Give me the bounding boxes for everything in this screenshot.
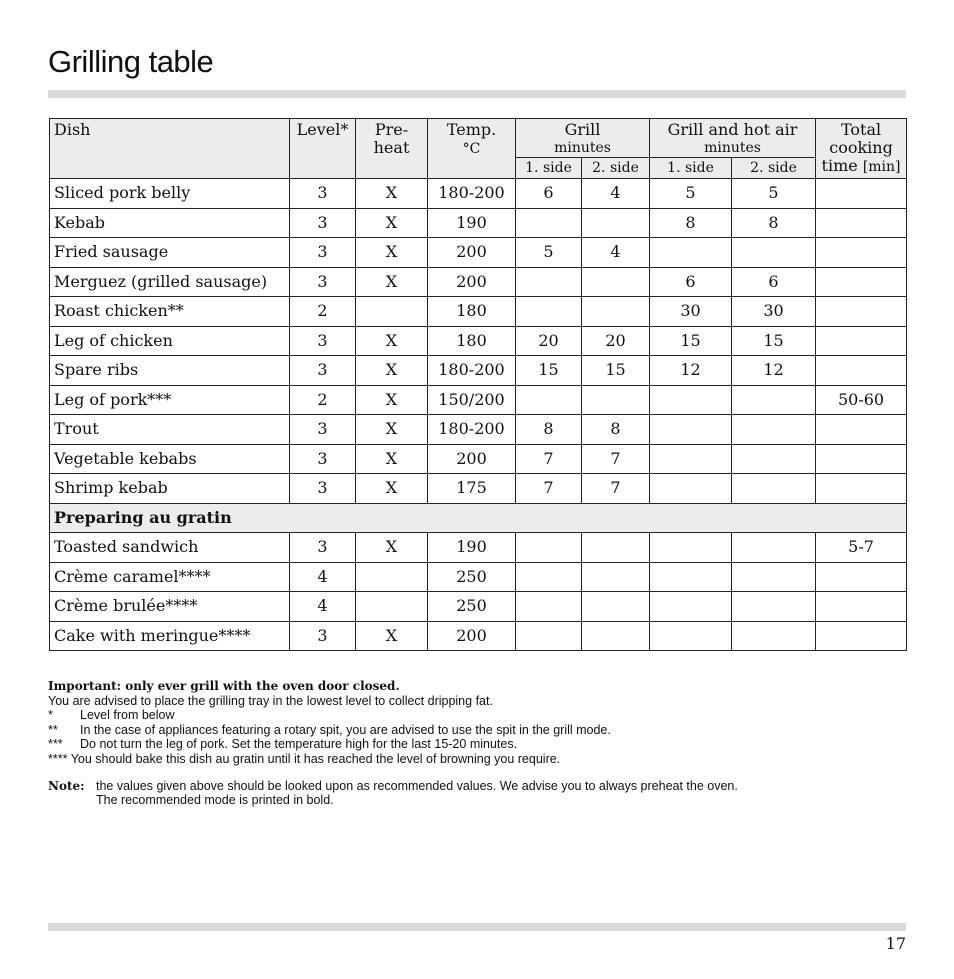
- dish-cell: Cake with meringue****: [50, 621, 290, 651]
- footnote: [48, 752, 908, 767]
- total-time-cell: [816, 592, 907, 622]
- grill-side1-cell: [516, 208, 582, 238]
- temp-cell: 200: [428, 267, 516, 297]
- total-time-cell: [816, 621, 907, 651]
- grill-side1-cell: [516, 592, 582, 622]
- footnote: [48, 723, 908, 738]
- grill-side2-cell: 8: [582, 415, 650, 445]
- temp-cell: 150/200: [428, 385, 516, 415]
- table-row: [50, 415, 907, 445]
- top-divider: [48, 90, 906, 98]
- header-grill-side1: 1. side: [516, 158, 582, 179]
- dish-cell: Toasted sandwich: [50, 533, 290, 563]
- dish-cell: Crème brulée****: [50, 592, 290, 622]
- grill-side2-cell: [582, 562, 650, 592]
- level-cell: 3: [290, 208, 356, 238]
- header-level: Level*: [290, 119, 356, 179]
- level-cell: 3: [290, 356, 356, 386]
- dish-cell: Shrimp kebab: [50, 474, 290, 504]
- grill-side2-cell: [582, 267, 650, 297]
- grill-side1-cell: 7: [516, 474, 582, 504]
- temp-cell: 180: [428, 326, 516, 356]
- hotair-side1-cell: [650, 415, 732, 445]
- grill-side1-cell: [516, 267, 582, 297]
- total-time-cell: [816, 562, 907, 592]
- grill-side1-cell: [516, 385, 582, 415]
- preheat-cell: X: [356, 415, 428, 445]
- preheat-cell: [356, 562, 428, 592]
- preheat-cell: X: [356, 238, 428, 268]
- grill-side1-cell: 7: [516, 444, 582, 474]
- recommendation-note: [48, 779, 908, 808]
- grilling-table: [49, 118, 907, 651]
- total-time-cell: 5-7: [816, 533, 907, 563]
- note-text: the values given above should be looked upon as recommended values. We advise you to always preheat the oven.: [96, 778, 738, 793]
- header-hotair-side2: 2. side: [732, 158, 816, 179]
- hotair-side1-cell: [650, 474, 732, 504]
- hotair-side2-cell: 12: [732, 356, 816, 386]
- total-time-cell: [816, 326, 907, 356]
- temp-cell: 200: [428, 444, 516, 474]
- preheat-cell: X: [356, 533, 428, 563]
- temp-cell: 200: [428, 621, 516, 651]
- notes-section: [48, 679, 908, 808]
- grill-side2-cell: 15: [582, 356, 650, 386]
- hotair-side1-cell: 30: [650, 297, 732, 327]
- dish-cell: Kebab: [50, 208, 290, 238]
- grill-side2-cell: [582, 385, 650, 415]
- temp-cell: 180-200: [428, 356, 516, 386]
- table-row: [50, 562, 907, 592]
- table-row: [50, 326, 907, 356]
- header-grill-hot-air-unit: minutes: [704, 140, 761, 156]
- hotair-side2-cell: [732, 533, 816, 563]
- important-note: Important: only ever grill with the oven door closed.: [48, 679, 400, 693]
- dish-cell: Sliced pork belly: [50, 179, 290, 209]
- level-cell: 3: [290, 474, 356, 504]
- preheat-cell: X: [356, 208, 428, 238]
- preheat-cell: X: [356, 385, 428, 415]
- header-temp-unit: °C: [462, 141, 481, 157]
- grill-side2-cell: 4: [582, 179, 650, 209]
- grill-side2-cell: 20: [582, 326, 650, 356]
- grill-side1-cell: 6: [516, 179, 582, 209]
- grill-side1-cell: [516, 533, 582, 563]
- total-time-cell: [816, 267, 907, 297]
- hotair-side1-cell: 15: [650, 326, 732, 356]
- level-cell: 3: [290, 267, 356, 297]
- temp-cell: 175: [428, 474, 516, 504]
- page-number: 17: [885, 934, 906, 953]
- hotair-side2-cell: [732, 238, 816, 268]
- level-cell: 4: [290, 592, 356, 622]
- temp-cell: 200: [428, 238, 516, 268]
- preheat-cell: [356, 297, 428, 327]
- level-cell: 2: [290, 385, 356, 415]
- dish-cell: Trout: [50, 415, 290, 445]
- preheat-cell: X: [356, 474, 428, 504]
- footnote: [48, 708, 908, 723]
- total-time-cell: [816, 356, 907, 386]
- hotair-side2-cell: [732, 474, 816, 504]
- level-cell: 2: [290, 297, 356, 327]
- table-row: [50, 621, 907, 651]
- table-row: [50, 297, 907, 327]
- header-grill-label: Grill: [564, 120, 601, 139]
- grill-side2-cell: [582, 297, 650, 327]
- total-time-cell: [816, 474, 907, 504]
- footnote-mark: ***: [48, 737, 63, 752]
- footnote-mark: ****: [48, 751, 68, 766]
- temp-cell: 190: [428, 533, 516, 563]
- hotair-side2-cell: [732, 562, 816, 592]
- preheat-cell: X: [356, 267, 428, 297]
- temp-cell: 180-200: [428, 415, 516, 445]
- table-body: [50, 179, 907, 651]
- hotair-side1-cell: [650, 444, 732, 474]
- dish-cell: Fried sausage: [50, 238, 290, 268]
- grill-side1-cell: [516, 621, 582, 651]
- level-cell: 3: [290, 415, 356, 445]
- table-row: [50, 474, 907, 504]
- dish-cell: Merguez (grilled sausage): [50, 267, 290, 297]
- footnote: [48, 737, 908, 752]
- table-row: [50, 592, 907, 622]
- grill-side1-cell: [516, 562, 582, 592]
- total-time-cell: [816, 297, 907, 327]
- section-title: Preparing au gratin: [50, 503, 907, 533]
- hotair-side1-cell: [650, 238, 732, 268]
- hotair-side2-cell: 8: [732, 208, 816, 238]
- preheat-cell: X: [356, 326, 428, 356]
- temp-cell: 250: [428, 592, 516, 622]
- total-time-cell: [816, 208, 907, 238]
- level-cell: 3: [290, 238, 356, 268]
- header-preheat: Pre-heat: [356, 119, 428, 179]
- header-total-line1: Total: [840, 120, 882, 139]
- hotair-side1-cell: 6: [650, 267, 732, 297]
- hotair-side1-cell: 8: [650, 208, 732, 238]
- total-time-cell: [816, 444, 907, 474]
- grill-side1-cell: 8: [516, 415, 582, 445]
- dish-cell: Crème caramel****: [50, 562, 290, 592]
- grill-side1-cell: 15: [516, 356, 582, 386]
- grill-side2-cell: 7: [582, 444, 650, 474]
- hotair-side2-cell: [732, 415, 816, 445]
- grill-side2-cell: [582, 533, 650, 563]
- footnote-text: Level from below: [80, 708, 175, 723]
- header-total-time: [816, 119, 907, 179]
- dish-cell: Leg of chicken: [50, 326, 290, 356]
- grill-side2-cell: [582, 208, 650, 238]
- table-row: [50, 356, 907, 386]
- total-time-cell: [816, 415, 907, 445]
- header-grill-hot-air: [650, 119, 816, 158]
- table-header-row: [50, 119, 907, 158]
- hotair-side1-cell: [650, 385, 732, 415]
- temp-cell: 250: [428, 562, 516, 592]
- table-row: [50, 385, 907, 415]
- header-total-line3: time: [821, 156, 858, 175]
- level-cell: 3: [290, 326, 356, 356]
- footnote-text: You should bake this dish au gratin until it has reached the level of browning you require.: [70, 751, 561, 766]
- level-cell: 3: [290, 444, 356, 474]
- table-row: [50, 179, 907, 209]
- grill-side2-cell: [582, 592, 650, 622]
- preheat-cell: X: [356, 444, 428, 474]
- table-row: [50, 533, 907, 563]
- temp-cell: 180-200: [428, 179, 516, 209]
- grill-side2-cell: 7: [582, 474, 650, 504]
- footnote-mark: *: [48, 708, 53, 723]
- table-row: [50, 208, 907, 238]
- hotair-side2-cell: 15: [732, 326, 816, 356]
- total-time-cell: [816, 238, 907, 268]
- level-cell: 3: [290, 179, 356, 209]
- dish-cell: Roast chicken**: [50, 297, 290, 327]
- header-temp-label: Temp.: [446, 120, 497, 139]
- header-total-unit: [min]: [862, 159, 901, 175]
- header-grill: [516, 119, 650, 158]
- preheat-cell: X: [356, 356, 428, 386]
- hotair-side1-cell: 5: [650, 179, 732, 209]
- footnote-text: Do not turn the leg of pork. Set the temperature high for the last 15-20 minutes.: [80, 737, 518, 752]
- hotair-side2-cell: [732, 621, 816, 651]
- header-temp: [428, 119, 516, 179]
- table-row: [50, 238, 907, 268]
- grill-side1-cell: 20: [516, 326, 582, 356]
- header-hotair-side1: 1. side: [650, 158, 732, 179]
- dish-cell: Spare ribs: [50, 356, 290, 386]
- level-cell: 3: [290, 621, 356, 651]
- section-row: [50, 503, 907, 533]
- footnote-mark: **: [48, 722, 58, 737]
- hotair-side2-cell: 6: [732, 267, 816, 297]
- temp-cell: 190: [428, 208, 516, 238]
- hotair-side1-cell: 12: [650, 356, 732, 386]
- dish-cell: Leg of pork***: [50, 385, 290, 415]
- hotair-side1-cell: [650, 621, 732, 651]
- hotair-side1-cell: [650, 562, 732, 592]
- header-total-line2: cooking: [829, 138, 893, 157]
- hotair-side1-cell: [650, 533, 732, 563]
- hotair-side1-cell: [650, 592, 732, 622]
- hotair-side2-cell: [732, 385, 816, 415]
- table-row: [50, 267, 907, 297]
- table-row: [50, 444, 907, 474]
- page-title: Grilling table: [48, 44, 214, 79]
- hotair-side2-cell: 5: [732, 179, 816, 209]
- level-cell: 4: [290, 562, 356, 592]
- total-time-cell: 50-60: [816, 385, 907, 415]
- grill-side1-cell: 5: [516, 238, 582, 268]
- header-dish: Dish: [50, 119, 290, 179]
- header-grill-side2: 2. side: [582, 158, 650, 179]
- grill-side1-cell: [516, 297, 582, 327]
- preheat-cell: [356, 592, 428, 622]
- hotair-side2-cell: [732, 592, 816, 622]
- note-text: The recommended mode is printed in bold.: [96, 793, 334, 808]
- preheat-cell: X: [356, 179, 428, 209]
- preheat-cell: X: [356, 621, 428, 651]
- bottom-divider: [48, 923, 906, 931]
- footnote-text: In the case of appliances featuring a rotary spit, you are advised to use the spit in the grill mode.: [80, 722, 611, 737]
- hotair-side2-cell: [732, 444, 816, 474]
- grill-side2-cell: [582, 621, 650, 651]
- hotair-side2-cell: 30: [732, 297, 816, 327]
- note-label: Note:: [48, 778, 85, 793]
- dish-cell: Vegetable kebabs: [50, 444, 290, 474]
- header-grill-hot-air-label: Grill and hot air: [667, 120, 798, 139]
- level-cell: 3: [290, 533, 356, 563]
- header-grill-unit: minutes: [554, 140, 611, 156]
- temp-cell: 180: [428, 297, 516, 327]
- total-time-cell: [816, 179, 907, 209]
- advice-note: You are advised to place the grilling tray in the lowest level to collect dripping fat.: [48, 693, 493, 708]
- grill-side2-cell: 4: [582, 238, 650, 268]
